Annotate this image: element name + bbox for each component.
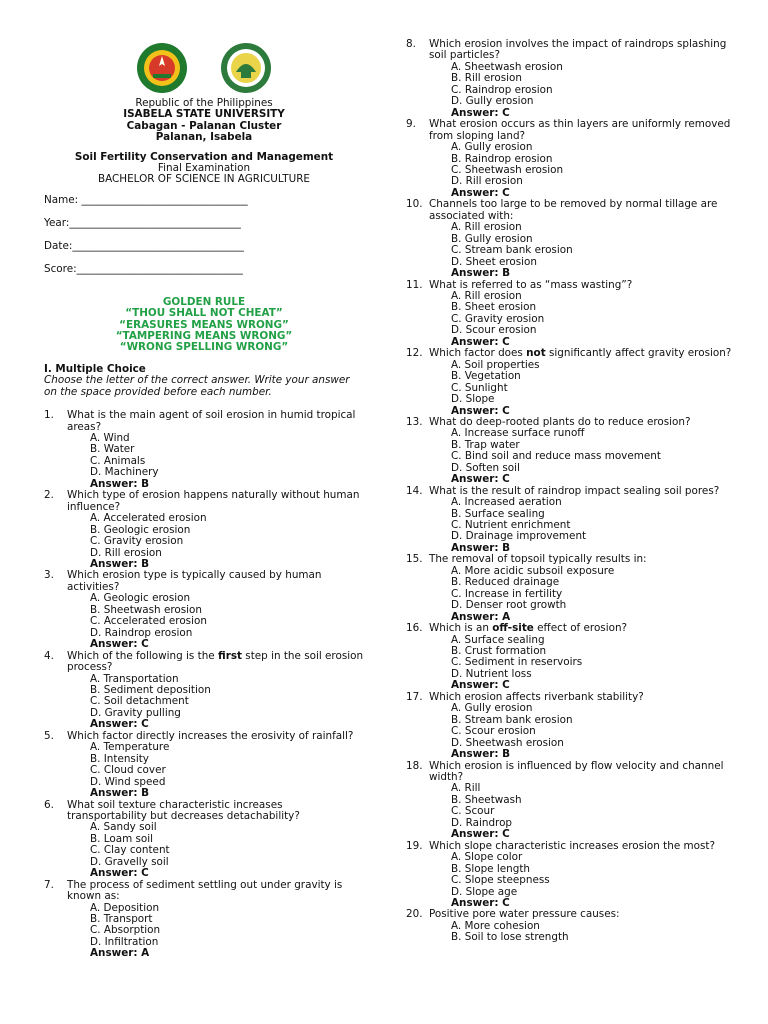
answer-option: D. Sheet erosion (451, 255, 537, 268)
question-text: Which erosion affects riverbank stability? (429, 690, 644, 703)
question-text: Which erosion type is typically caused by human activities? (67, 569, 322, 593)
answer-option: C. Increase in fertility (451, 587, 563, 600)
answer-option: A. Gully erosion (451, 141, 533, 154)
left-column (44, 42, 364, 960)
question-item (44, 731, 364, 800)
answer-options (406, 360, 736, 417)
institution-header (44, 98, 364, 186)
question-item (44, 570, 364, 650)
question-number: 17. (406, 690, 423, 703)
question-text: What is referred to as “mass wasting”? (429, 278, 633, 291)
question-text-part: effect of erosion? (533, 622, 628, 635)
answer-option: A. Temperature (90, 741, 170, 754)
answer-key: Answer: C (90, 718, 149, 731)
question-text: Which factor directly increases the erosivity of rainfall? (67, 729, 354, 742)
answer-options (44, 433, 364, 490)
answer-options (44, 674, 364, 731)
question-item (44, 800, 364, 880)
university-seal-logo (127, 42, 197, 94)
answer-option: D. Rill erosion (451, 175, 523, 188)
cluster-name: Cabagan - Palanan Cluster (126, 119, 282, 132)
answer-key: Answer: C (451, 896, 510, 909)
question-text: Which erosion involves the impact of raindrops splashing soil particles? (429, 38, 727, 62)
answer-option: D. Machinery (90, 466, 159, 479)
answer-option: D. Slope age (451, 885, 518, 898)
answer-options (406, 428, 736, 485)
answer-key: Answer: B (451, 267, 511, 280)
score-field[interactable]: Score:________________________________ (44, 262, 243, 275)
answer-option: B. Crust formation (451, 645, 547, 658)
question-item (44, 490, 364, 570)
answer-option: B. Sediment deposition (90, 683, 211, 696)
question-item (406, 417, 736, 486)
question-text-part: step in the soil erosion process? (67, 649, 364, 674)
answer-option: C. Sunlight (451, 381, 508, 394)
question-text-part: Which is an (429, 622, 493, 635)
campus-name: Palanan, Isabela (155, 131, 253, 144)
question-text: What erosion occurs as thin layers are uniformly removed from sloping land? (429, 118, 731, 142)
answer-option: A. More acidic subsoil exposure (451, 564, 615, 577)
answer-option: A. Surface sealing (451, 633, 545, 646)
answer-key: Answer: B (90, 787, 150, 800)
answer-options (406, 62, 736, 119)
answer-option: A. Sandy soil (90, 821, 157, 834)
answer-option: A. Increase surface runoff (451, 427, 585, 440)
answer-option: D. Raindrop erosion (90, 626, 193, 639)
answer-option: B. Geologic erosion (90, 523, 191, 536)
question-number: 18. (406, 759, 423, 772)
question-stem (406, 623, 736, 634)
right-column (406, 39, 736, 944)
question-stem (44, 570, 364, 593)
rule-title: GOLDEN RULE (162, 295, 246, 308)
answer-option: A. Accelerated erosion (90, 512, 207, 525)
logos (44, 42, 364, 94)
answer-option: A. Deposition (90, 901, 160, 914)
answer-key: Answer: B (451, 748, 511, 761)
question-text-emphasis: off-site (492, 622, 534, 635)
answer-options (406, 566, 736, 623)
question-list-left (44, 410, 364, 960)
question-item (406, 39, 736, 119)
answer-option: A. Increased aeration (451, 496, 562, 509)
answer-key: Answer: C (451, 828, 510, 841)
answer-option: C. Soil detachment (90, 695, 189, 708)
question-stem (406, 39, 736, 62)
question-text-emphasis: not (526, 347, 546, 360)
question-number: 9. (406, 118, 416, 131)
answer-options (44, 822, 364, 879)
answer-key: Answer: C (90, 638, 149, 651)
answer-option: C. Slope steepness (451, 874, 550, 887)
question-number: 15. (406, 553, 423, 566)
question-text: The process of sediment settling out under gravity is known as: (67, 878, 343, 903)
question-number: 12. (406, 347, 423, 360)
answer-key: Answer: C (451, 335, 510, 348)
answer-option: C. Nutrient enrichment (451, 519, 571, 532)
answer-option: B. Water (90, 443, 135, 456)
answer-option: D. Raindrop (451, 816, 513, 829)
question-list-right (406, 39, 736, 944)
question-text: Channels too large to be removed by normal tillage are associated with: (429, 198, 718, 222)
answer-option: D. Wind speed (90, 775, 166, 788)
answer-option: C. Animals (90, 454, 146, 467)
answer-options (406, 291, 736, 348)
answer-key: Answer: C (451, 186, 510, 199)
answer-option: D. Soften soil (451, 461, 520, 474)
question-item (406, 199, 736, 279)
answer-option: B. Vegetation (451, 370, 521, 383)
answer-options (406, 497, 736, 554)
program-name: BACHELOR OF SCIENCE IN AGRICULTURE (98, 173, 310, 186)
answer-options (406, 142, 736, 199)
country: Republic of the Philippines (135, 97, 273, 109)
question-stem (406, 199, 736, 222)
answer-option: C. Stream bank erosion (451, 244, 573, 257)
question-number: 11. (406, 278, 423, 291)
question-number: 19. (406, 839, 423, 852)
answer-option: C. Sheetwash erosion (451, 163, 564, 176)
question-number: 16. (406, 622, 423, 635)
date-field[interactable]: Date:_________________________________ (44, 239, 244, 252)
question-stem (406, 119, 736, 142)
answer-option: C. Gravity erosion (90, 535, 184, 548)
student-fields (44, 195, 364, 287)
answer-option: D. Gravity pulling (90, 706, 181, 719)
question-number: 8. (406, 38, 416, 50)
answer-option: D. Slope (451, 393, 495, 406)
answer-option: C. Absorption (90, 924, 161, 937)
answer-option: A. Transportation (90, 672, 179, 685)
answer-options (406, 921, 736, 944)
question-stem (44, 651, 364, 674)
answer-key: Answer: C (451, 473, 510, 486)
question-text (67, 651, 364, 674)
answer-key: Answer: C (451, 106, 510, 119)
answer-option: D. Nutrient loss (451, 667, 532, 680)
answer-option: A. Soil properties (451, 358, 540, 371)
question-item (44, 410, 364, 490)
answer-option: D. Drainage improvement (451, 530, 587, 543)
question-stem (44, 410, 364, 433)
answer-option: D. Gravelly soil (90, 855, 169, 868)
question-number: 10. (406, 198, 423, 211)
answer-option: B. Surface sealing (451, 507, 545, 520)
question-text: What is the main agent of soil erosion in humid tropical areas? (67, 409, 356, 433)
answer-option: B. Sheetwash erosion (90, 603, 202, 616)
question-text: Which slope characteristic increases erosion the most? (429, 839, 716, 852)
answer-option: A. Slope color (451, 851, 523, 864)
question-text: Which type of erosion happens naturally without human influence? (67, 489, 360, 513)
question-text-part: Which of the following is the (67, 649, 218, 662)
year-field[interactable]: Year:_________________________________ (44, 216, 241, 229)
answer-option: C. Accelerated erosion (90, 615, 207, 628)
answer-option: A. Rill erosion (451, 221, 522, 234)
rule-line: “TAMPERING MEANS WRONG” (115, 330, 293, 343)
answer-options (406, 852, 736, 909)
exam-title: Final Examination (157, 162, 251, 175)
question-text (429, 623, 736, 634)
question-item (406, 554, 736, 623)
answer-key: Answer: C (451, 404, 510, 417)
answer-option: B. Raindrop erosion (451, 152, 553, 165)
question-number: 2. (44, 489, 54, 502)
question-item (406, 280, 736, 349)
answer-option: C. Scour erosion (451, 725, 536, 738)
question-item (406, 623, 736, 692)
answer-key: Answer: A (451, 610, 511, 623)
answer-option: B. Slope length (451, 862, 530, 875)
answer-option: D. Scour erosion (451, 324, 537, 337)
answer-options (406, 635, 736, 692)
question-item (406, 692, 736, 761)
question-text-part: significantly affect gravity erosion? (545, 347, 732, 360)
answer-option: B. Sheet erosion (451, 301, 537, 314)
question-text: The removal of topsoil typically results in: (429, 553, 647, 566)
answer-option: C. Cloud cover (90, 764, 166, 777)
answer-option: D. Gully erosion (451, 95, 534, 108)
question-text-emphasis: first (218, 649, 242, 662)
answer-option: D. Sheetwash erosion (451, 736, 564, 749)
question-text: Positive pore water pressure causes: (429, 908, 620, 921)
question-text: What is the result of raindrop impact sealing soil pores? (429, 484, 720, 497)
answer-options (406, 703, 736, 760)
answer-option: C. Raindrop erosion (451, 83, 553, 96)
question-item (406, 841, 736, 910)
question-text: Which erosion is influenced by flow velocity and channel width? (429, 759, 724, 783)
answer-option: D. Rill erosion (90, 546, 162, 559)
answer-option: B. Gully erosion (451, 232, 533, 245)
rule-line: “ERASURES MEANS WRONG” (119, 318, 289, 331)
answer-key: Answer: B (451, 541, 511, 554)
answer-option: D. Infiltration (90, 935, 159, 948)
answer-option: C. Scour (451, 805, 495, 818)
answer-key: Answer: C (90, 867, 149, 880)
question-item (406, 119, 736, 199)
question-number: 4. (44, 649, 54, 662)
section-title: I. Multiple Choice (44, 362, 146, 375)
question-text: What soil texture characteristic increases transportability but decreases detachability? (67, 798, 300, 822)
answer-option: B. Loam soil (90, 832, 154, 845)
answer-key: Answer: A (90, 947, 150, 960)
question-item (44, 880, 364, 960)
answer-option: B. Rill erosion (451, 72, 522, 85)
question-stem (406, 348, 736, 359)
answer-option: C. Bind soil and reduce mass movement (451, 450, 661, 463)
question-number: 14. (406, 484, 423, 497)
question-number: 7. (44, 878, 54, 891)
rule-line: “THOU SHALL NOT CHEAT” (125, 307, 283, 320)
question-item (406, 348, 736, 417)
answer-key: Answer: B (90, 477, 150, 490)
answer-option: B. Transport (90, 913, 153, 926)
answer-option: B. Trap water (451, 438, 520, 451)
answer-option: A. Gully erosion (451, 702, 533, 715)
answer-key: Answer: B (90, 557, 150, 570)
golden-rule (44, 297, 364, 354)
question-item (406, 909, 736, 943)
question-stem (44, 880, 364, 903)
answer-option: A. More cohesion (451, 919, 540, 932)
answer-key: Answer: C (451, 679, 510, 692)
answer-options (44, 903, 364, 960)
answer-option: D. Denser root growth (451, 599, 567, 612)
answer-options (44, 593, 364, 650)
answer-option: B. Sheetwash (451, 793, 522, 806)
answer-option: B. Soil to lose strength (451, 931, 569, 944)
answer-option: A. Sheetwash erosion (451, 60, 563, 73)
question-stem (44, 800, 364, 823)
question-number: 20. (406, 908, 423, 921)
question-item (406, 486, 736, 555)
question-number: 3. (44, 569, 54, 582)
question-stem (44, 490, 364, 513)
question-number: 5. (44, 729, 54, 742)
question-item (406, 761, 736, 841)
rule-line: “WRONG SPELLING WRONG” (119, 341, 289, 354)
answer-option: B. Stream bank erosion (451, 713, 573, 726)
question-text: What do deep-rooted plants do to reduce erosion? (429, 415, 691, 428)
question-number: 1. (44, 409, 54, 422)
question-number: 13. (406, 415, 423, 428)
answer-option: C. Clay content (90, 844, 170, 857)
answer-options (44, 742, 364, 799)
course-title: Soil Fertility Conservation and Management (74, 150, 334, 163)
answer-options (44, 513, 364, 570)
answer-option: A. Wind (90, 432, 130, 444)
question-item (44, 651, 364, 731)
college-seal-logo (211, 42, 281, 94)
question-text-part: Which factor does (429, 347, 527, 360)
answer-options (406, 222, 736, 279)
question-number: 6. (44, 798, 54, 811)
answer-options (406, 783, 736, 840)
name-field[interactable]: Name: ________________________________ (44, 193, 248, 206)
answer-option: C. Gravity erosion (451, 312, 545, 325)
section-instructions: Choose the letter of the correct answer. Write your answer on the space provided before each number. (44, 374, 350, 398)
answer-option: B. Intensity (90, 752, 149, 765)
question-text (429, 348, 736, 359)
answer-option: B. Reduced drainage (451, 576, 560, 589)
answer-option: A. Rill erosion (451, 289, 522, 302)
answer-option: C. Sediment in reservoirs (451, 656, 583, 669)
answer-option: A. Geologic erosion (90, 592, 191, 605)
university-name: ISABELA STATE UNIVERSITY (123, 108, 285, 121)
question-stem (406, 761, 736, 784)
answer-option: A. Rill (451, 782, 481, 795)
